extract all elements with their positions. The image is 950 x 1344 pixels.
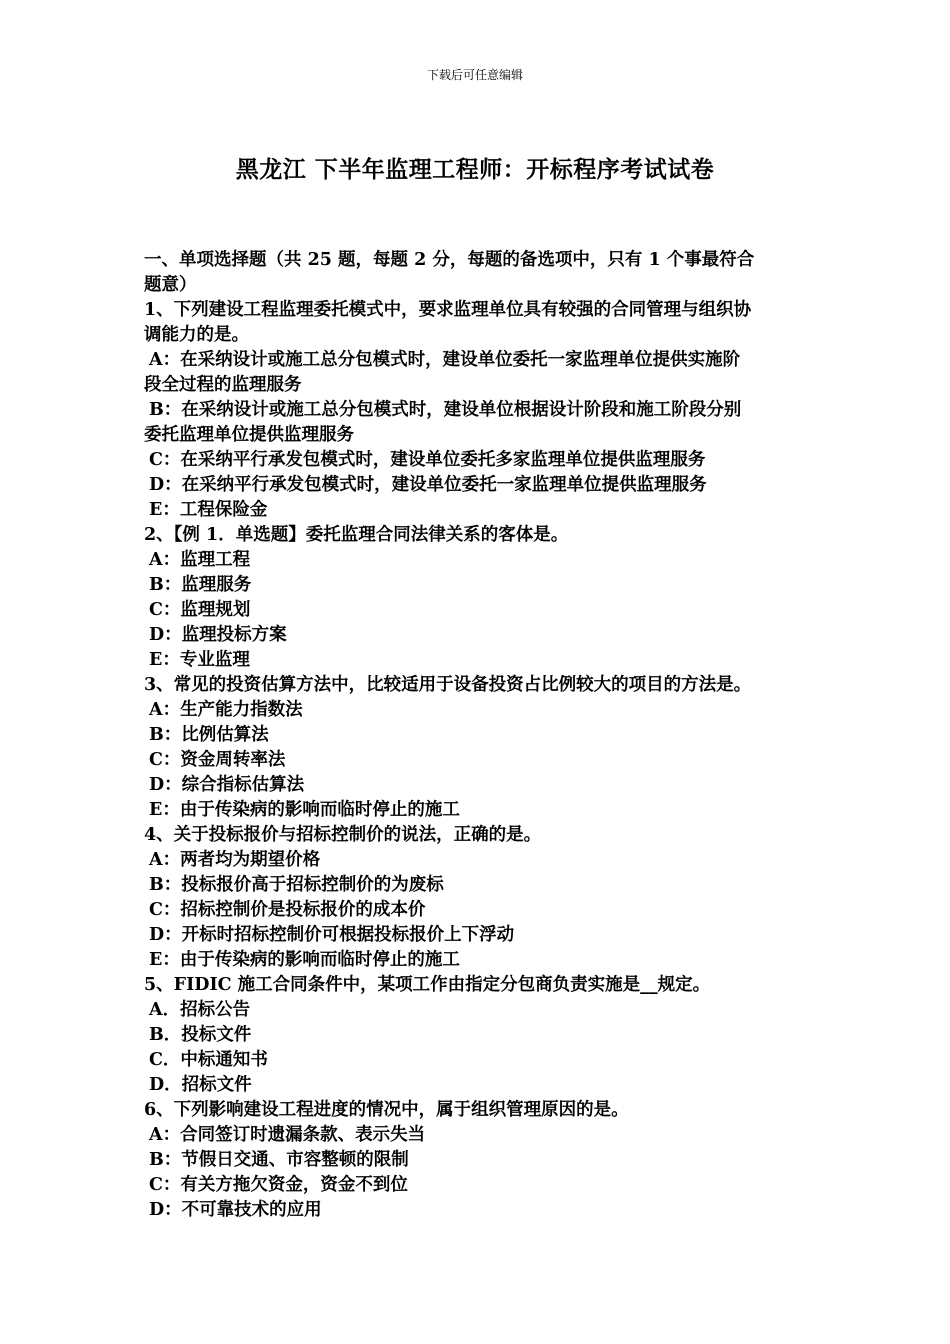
answer-option-line: E：由于传染病的影响而临时停止的施工 xyxy=(149,800,460,820)
answer-option-line: B：监理服务 xyxy=(149,575,252,595)
answer-option-line: A：生产能力指数法 xyxy=(149,700,303,720)
answer-option-line: A：两者均为期望价格 xyxy=(149,850,321,870)
answer-option-line: C：监理规划 xyxy=(149,600,251,620)
answer-option-line: B：比例估算法 xyxy=(149,725,269,745)
answer-option-line: C：招标控制价是投标报价的成本价 xyxy=(149,900,426,920)
section-heading-line-2: 题意） xyxy=(144,275,197,295)
answer-option-line: C：在采纳平行承发包模式时，建设单位委托多家监理单位提供监理服务 xyxy=(149,450,706,470)
question-stem-line: 调能力的是。 xyxy=(144,325,249,345)
answer-option-line: C：资金周转率法 xyxy=(149,750,286,770)
document-body xyxy=(144,248,810,1223)
question-stem-line: 1、下列建设工程监理委托模式中，要求监理单位具有较强的合同管理与组织协 xyxy=(144,300,752,320)
answer-option-line: C：有关方拖欠资金，资金不到位 xyxy=(149,1175,408,1195)
answer-option-line: D：监理投标方案 xyxy=(149,625,287,645)
answer-option-line: B：在采纳设计或施工总分包模式时，建设单位根据设计阶段和施工阶段分别 xyxy=(149,400,742,420)
answer-option-line: A：合同签订时遗漏条款、表示失当 xyxy=(149,1125,426,1145)
answer-option-line: C．中标通知书 xyxy=(149,1050,268,1070)
answer-option-line: D．招标文件 xyxy=(149,1075,252,1095)
answer-option-line: A．招标公告 xyxy=(149,1000,251,1020)
answer-option-line: E：工程保险金 xyxy=(149,500,268,520)
question-item xyxy=(144,973,810,1098)
page-header-note: 下载后可任意编辑 xyxy=(426,68,523,82)
answer-option-line: 委托监理单位提供监理服务 xyxy=(144,425,354,445)
question-item xyxy=(144,1098,810,1223)
section-heading-line-1: 一、单项选择题（共 25 题，每题 2 分，每题的备选项中，只有 1 个事最符合 xyxy=(144,250,755,270)
answer-option-line: 段全过程的监理服务 xyxy=(144,375,302,395)
question-stem-line: 3、常见的投资估算方法中，比较适用于设备投资占比例较大的项目的方法是。 xyxy=(144,675,752,695)
question-item xyxy=(144,823,810,973)
answer-option-line: B：节假日交通、市容整顿的限制 xyxy=(149,1150,409,1170)
question-item xyxy=(144,523,810,673)
answer-option-line: B．投标文件 xyxy=(149,1025,252,1045)
answer-option-line: E：由于传染病的影响而临时停止的施工 xyxy=(149,950,460,970)
question-stem-line: 5、FIDIC 施工合同条件中，某项工作由指定分包商负责实施是__规定。 xyxy=(144,975,711,995)
answer-option-line: D：在采纳平行承发包模式时，建设单位委托一家监理单位提供监理服务 xyxy=(149,475,707,495)
answer-option-line: D：开标时招标控制价可根据投标报价上下浮动 xyxy=(149,925,515,945)
question-stem-line: 6、下列影响建设工程进度的情况中，属于组织管理原因的是。 xyxy=(144,1100,629,1120)
answer-option-line: A：在采纳设计或施工总分包模式时，建设单位委托一家监理单位提供实施阶 xyxy=(149,350,741,370)
answer-option-line: A：监理工程 xyxy=(149,550,251,570)
answer-option-line: E：专业监理 xyxy=(149,650,250,670)
question-stem-line: 4、关于投标报价与招标控制价的说法，正确的是。 xyxy=(144,825,542,845)
question-stem-line: 2、【例 1．单选题】委托监理合同法律关系的客体是。 xyxy=(144,525,569,545)
document-title: 黑龙江 下半年监理工程师：开标程序考试试卷 xyxy=(235,156,715,183)
answer-option-line: D：综合指标估算法 xyxy=(149,775,305,795)
answer-option-line: D：不可靠技术的应用 xyxy=(149,1200,322,1220)
question-list xyxy=(144,298,810,1223)
question-item xyxy=(144,298,810,523)
question-item xyxy=(144,673,810,823)
answer-option-line: B：投标报价高于招标控制价的为废标 xyxy=(149,875,444,895)
